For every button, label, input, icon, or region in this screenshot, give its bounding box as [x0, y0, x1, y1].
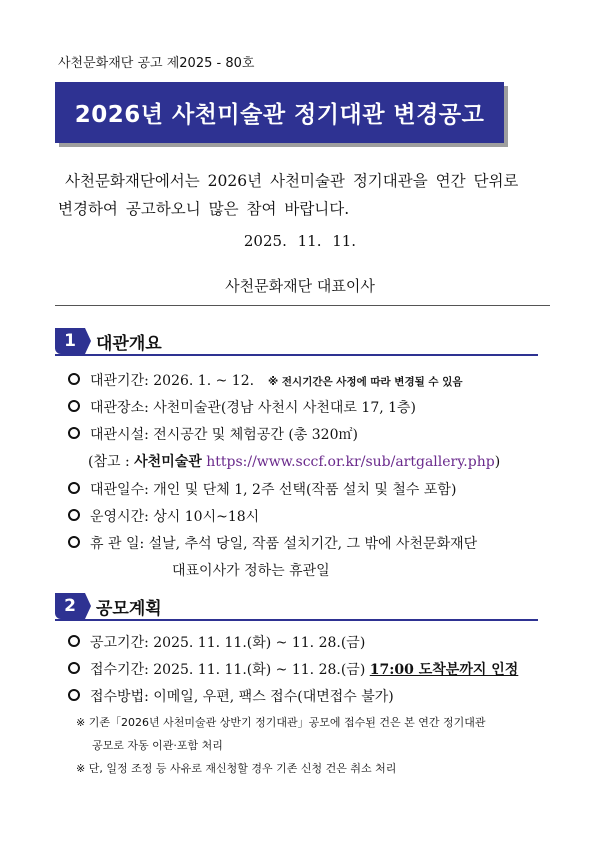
period-text: 대관기간: 2026. 1. ~ 12. — [90, 373, 255, 389]
section-2-number: 2 — [55, 593, 85, 619]
days-text: 대관일수: 개인 및 단체 1, 2주 선택(작품 설치 및 철수 포함) — [90, 482, 457, 498]
period-note: ※ 전시기간은 사정에 따라 변경될 수 있음 — [268, 376, 463, 388]
list-item-period — [68, 370, 462, 390]
list-item-notice-period — [68, 632, 365, 652]
list-item-receipt-period — [68, 659, 518, 679]
section-1-underline — [55, 354, 538, 356]
method-text: 접수방법: 이메일, 우편, 팩스 접수(대면접수 불가) — [90, 689, 394, 705]
circle-bullet-icon — [68, 509, 80, 521]
intro-line-2: 변경하여 공고하오니 많은 참여 바랍니다. — [58, 200, 350, 218]
circle-bullet-icon — [68, 536, 80, 548]
circle-bullet-icon — [68, 482, 80, 494]
circle-bullet-icon — [68, 427, 80, 439]
section-1-title: 대관개요 — [96, 334, 162, 354]
list-item-method — [68, 686, 394, 706]
section-2-underline — [55, 619, 538, 621]
page-title: 2026년 사천미술관 정기대관 변경공고 — [74, 102, 485, 128]
hours-text: 운영시간: 상시 10시~18시 — [90, 509, 260, 525]
closed-continuation: 대표이사가 정하는 휴관일 — [172, 563, 330, 579]
title-banner — [55, 82, 504, 143]
facility-text: 대관시설: 전시공간 및 체험공간 (총 320㎡) — [90, 427, 358, 443]
section-2-title: 공모계획 — [96, 599, 162, 619]
section-1-number: 1 — [55, 328, 85, 354]
list-item-hours — [68, 506, 259, 526]
issuing-organization: 사천문화재단 대표이사 — [225, 277, 375, 295]
closed-text: 휴 관 일: 설날, 추석 당일, 작품 설치기간, 그 밖에 사천문화재단 — [90, 536, 478, 552]
footnote-1-line-2: 공모로 자동 이관·포함 처리 — [92, 739, 223, 752]
circle-bullet-icon — [68, 689, 80, 701]
footnote-2: ※ 단, 일정 조정 등 사유로 재신청할 경우 기존 신청 건은 취소 처리 — [76, 762, 397, 775]
footnote-1-line-1: ※ 기존「2026년 사천미술관 상반기 정기대관」공모에 접수된 건은 본 연간 정기대관 — [76, 716, 486, 729]
divider — [55, 305, 550, 306]
receipt-deadline: 17:00 도착분까지 인정 — [369, 662, 519, 678]
circle-bullet-icon — [68, 400, 80, 412]
receipt-period-text: 접수기간: 2025. 11. 11.(화) ~ 11. 28.(금) — [90, 662, 370, 678]
circle-bullet-icon — [68, 662, 80, 674]
notice-number: 사천문화재단 공고 제2025 - 80호 — [58, 56, 255, 71]
venue-text: 대관장소: 사천미술관(경남 사천시 사천대로 17, 1층) — [90, 400, 417, 416]
reference-line — [88, 451, 500, 471]
list-item-days — [68, 479, 456, 499]
list-item-facility — [68, 424, 358, 444]
circle-bullet-icon — [68, 635, 80, 647]
list-item-venue — [68, 397, 416, 417]
circle-bullet-icon — [68, 373, 80, 385]
intro-line-1: 사천문화재단에서는 2026년 사천미술관 정기대관을 연간 단위로 — [65, 172, 519, 190]
ref-prefix: (참고 : — [88, 454, 135, 470]
list-item-closed — [68, 533, 477, 553]
ref-suffix: ) — [494, 454, 501, 470]
notice-date: 2025. 11. 11. — [243, 232, 357, 250]
gallery-link[interactable]: https://www.sccf.or.kr/sub/artgallery.php — [206, 454, 495, 470]
notice-period-text: 공고기간: 2025. 11. 11.(화) ~ 11. 28.(금) — [90, 635, 366, 651]
ref-name: 사천미술관 — [134, 454, 202, 470]
